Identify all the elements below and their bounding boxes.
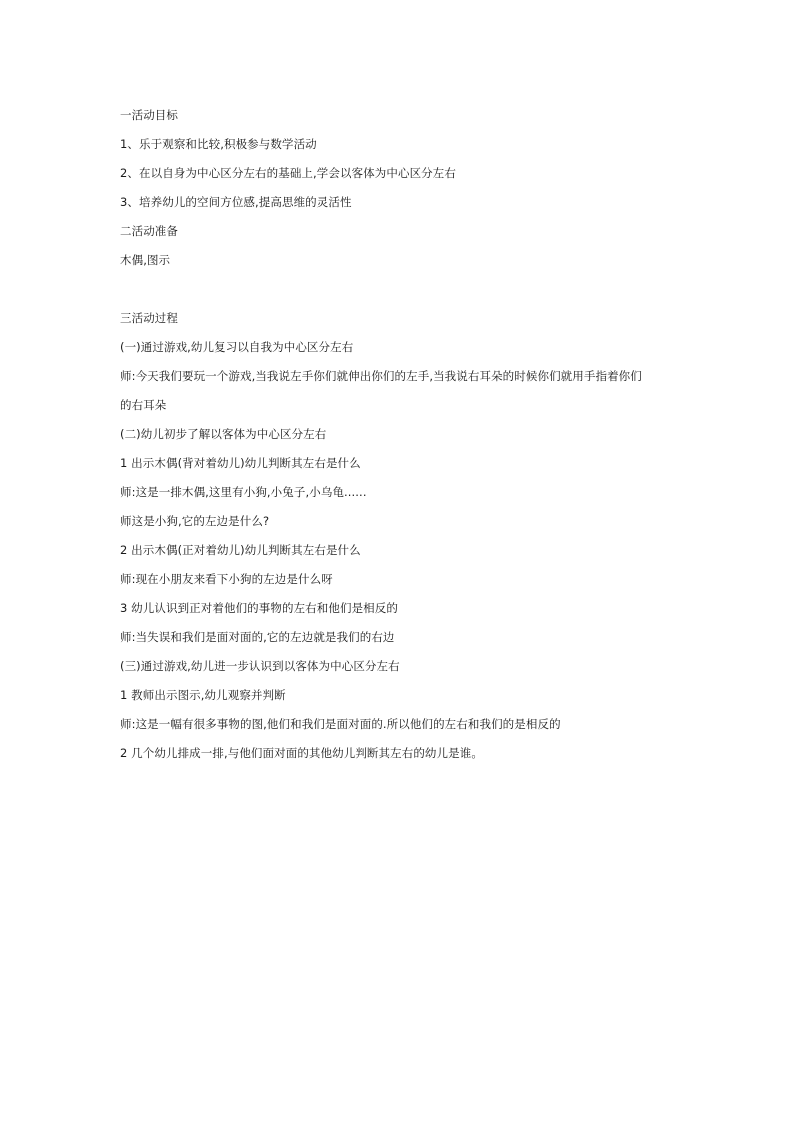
sub-step-2: 2 几个幼儿排成一排,与他们面对面的其他幼儿判断其左右的幼儿是谁。 [120,746,483,760]
process-step-2-heading: (二)幼儿初步了解以客体为中心区分左右 [120,427,327,441]
section-heading-preparation: 二活动准备 [120,224,178,238]
blank-line [120,275,680,304]
sub-step-2: 2 出示木偶(正对着幼儿)幼儿判断其左右是什么 [120,543,361,557]
goal-item-2: 2、在以自身为中心区分左右的基础上,学会以客体为中心区分左右 [120,166,456,180]
section-heading-process: 三活动过程 [120,311,178,325]
document-body [120,101,680,768]
teacher-speech-line: 师:现在小朋友来看下小狗的左边是什么呀 [120,572,333,586]
teacher-speech-line: 师:这是一排木偶,这里有小狗,小兔子,小乌龟...... [120,485,367,499]
goal-item-3: 3、培养幼儿的空间方位感,提高思维的灵活性 [120,195,352,209]
process-step-3-heading: (三)通过游戏,幼儿进一步认识到以客体为中心区分左右 [120,659,400,673]
sub-step-1: 1 教师出示图示,幼儿观察并判断 [120,688,286,702]
teacher-speech-continued: 的右耳朵 [120,398,167,412]
goal-item-1: 1、乐于观察和比较,积极参与数学活动 [120,137,317,151]
sub-step-1: 1 出示木偶(背对着幼儿)幼儿判断其左右是什么 [120,456,361,470]
teacher-speech-line: 师:这是一幅有很多事物的图,他们和我们是面对面的.所以他们的左右和我们的是相反的 [120,717,561,731]
sub-step-3: 3 幼儿认识到正对着他们的事物的左右和他们是相反的 [120,601,398,615]
teacher-speech-line: 师:今天我们要玩一个游戏,当我说左手你们就伸出你们的左手,当我说右耳朵的时候你们就用手指着你们 [120,369,642,383]
process-step-1-heading: (一)通过游戏,幼儿复习以自我为中心区分左右 [120,340,354,354]
preparation-materials: 木偶,图示 [120,253,171,267]
teacher-speech-line: 师这是小狗,它的左边是什么? [120,514,270,528]
teacher-speech-line: 师:当失误和我们是面对面的,它的左边就是我们的右边 [120,630,395,644]
section-heading-goals: 一活动目标 [120,108,178,122]
